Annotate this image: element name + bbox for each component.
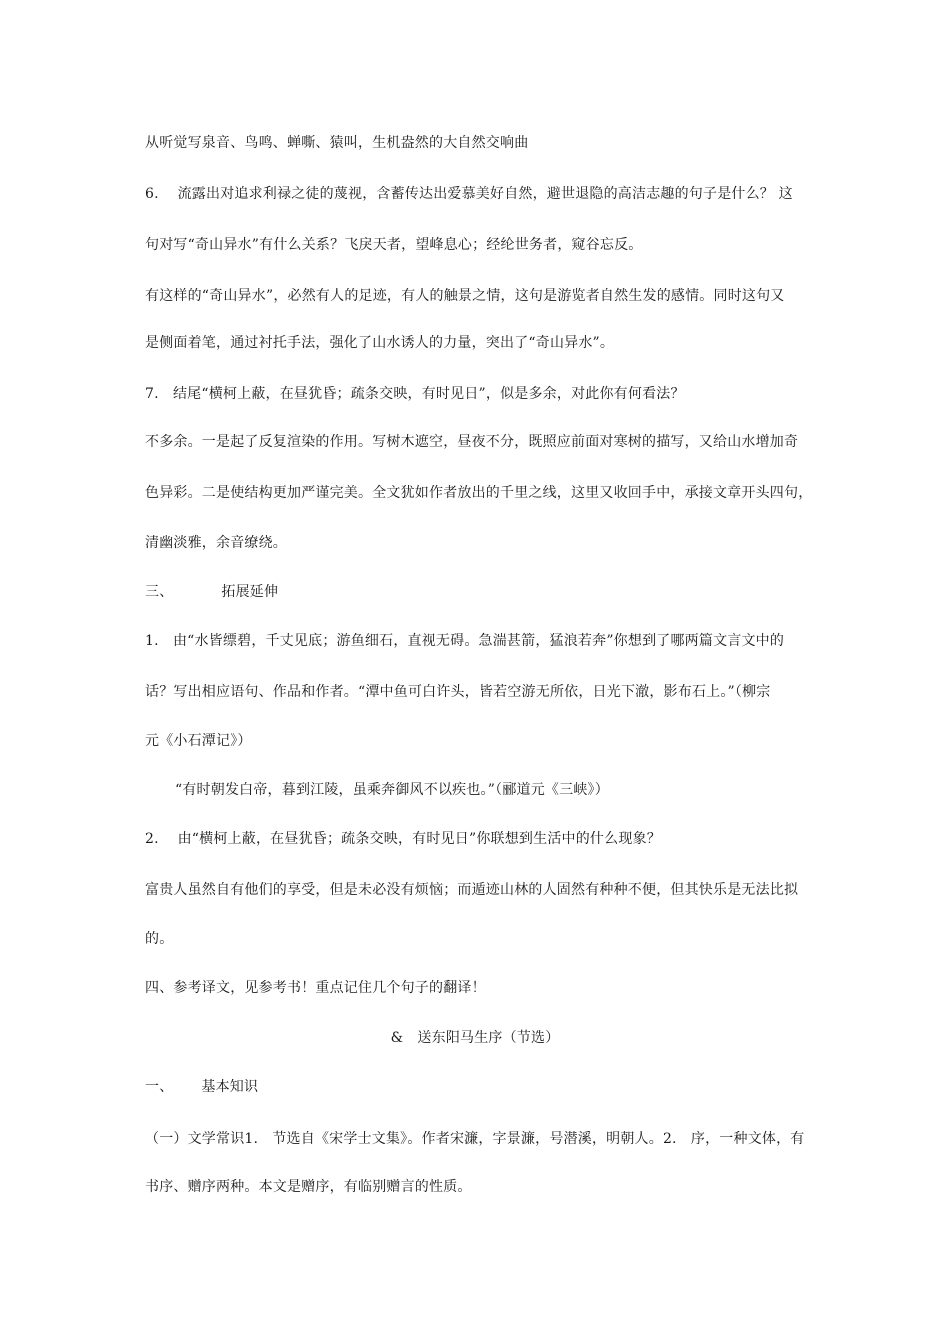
section-title: 基本知识 [201, 1079, 259, 1095]
question-2: 2. 由“横柯上蔽，在昼犹昏；疏条交映，有时见日”你联想到生活中的什么现象？ [145, 831, 661, 847]
answer-line: 是侧面着笔，通过衬托手法，强化了山水诱人的力量，突出了“奇山异水”。 [145, 335, 615, 351]
answer-line: 富贵人虽然自有他们的享受，但是未必没有烦恼；而遁迹山林的人固然有种种不便，但其快乐是无法比拟 [145, 882, 799, 898]
section-heading-1 [145, 1077, 815, 1097]
text-line: 句对写“奇山异水”有什么关系？飞戾天者，望峰息心；经纶世务者，窥谷忘反。 [145, 237, 643, 253]
answer-line: 色异彩。二是使结构更加严谨完美。全文犹如作者放出的千里之线，这里又收回手中，承接文章开头四句， [145, 485, 813, 501]
section-number: 一、 [145, 1079, 174, 1095]
quote-line: “有时朝发白帝，暮到江陵，虽乘奔御风不以疾也。”（郦道元《三峡》） [175, 782, 609, 798]
answer-line: 有这样的“奇山异水”，必然有人的足迹，有人的触景之情，这句是游览者自然生发的感情。同时这句又 [145, 288, 785, 304]
answer-line: 元《小石潭记》） [145, 733, 252, 749]
lesson-heading: & 送东阳马生序（节选） [390, 1030, 560, 1046]
section-number: 三、 [145, 584, 174, 600]
text-line: 从听觉写泉音、鸟鸣、蝉嘶、猿叫，生机盎然的大自然交响曲 [145, 135, 529, 151]
answer-line: 书序、赠序两种。本文是赠序，有临别赠言的性质。 [145, 1179, 472, 1195]
question-7: 7. 结尾“横柯上蔽，在昼犹昏；疏条交映，有时见日”，似是多余，对此你有何看法？ [145, 386, 685, 402]
section-heading-4: 四、参考译文，见参考书！重点记住几个句子的翻译！ [145, 980, 486, 996]
literature-knowledge: （一）文学常识1. 节选自《宋学士文集》。作者宋濂，字景濂，号潜溪，明朝人。2. 序，一种文体，有 [145, 1131, 805, 1147]
answer-line: 的。 [145, 931, 174, 947]
question-1: 1. 由“水皆缥碧，千丈见底；游鱼细石，直视无碍。急湍甚箭，猛浪若奔”你想到了哪两篇文言文中的 [145, 633, 785, 649]
section-title: 拓展延伸 [221, 584, 279, 600]
section-heading-3 [145, 582, 815, 602]
answer-line: 清幽淡雅，余音缭绕。 [145, 535, 287, 551]
answer-line: 不多余。一是起了反复渲染的作用。写树木遮空，昼夜不分，既照应前面对寒树的描写，又给山水增加奇 [145, 434, 799, 450]
answer-line: 话？写出相应语句、作品和作者。“潭中鱼可白许头，皆若空游无所依，日光下澈，影布石上。”（柳宗 [145, 684, 771, 700]
question-6: 6. 流露出对追求利禄之徒的蔑视，含蓄传达出爱慕美好自然，避世退隐的高洁志趣的句子是什么？ 这 [145, 186, 793, 202]
